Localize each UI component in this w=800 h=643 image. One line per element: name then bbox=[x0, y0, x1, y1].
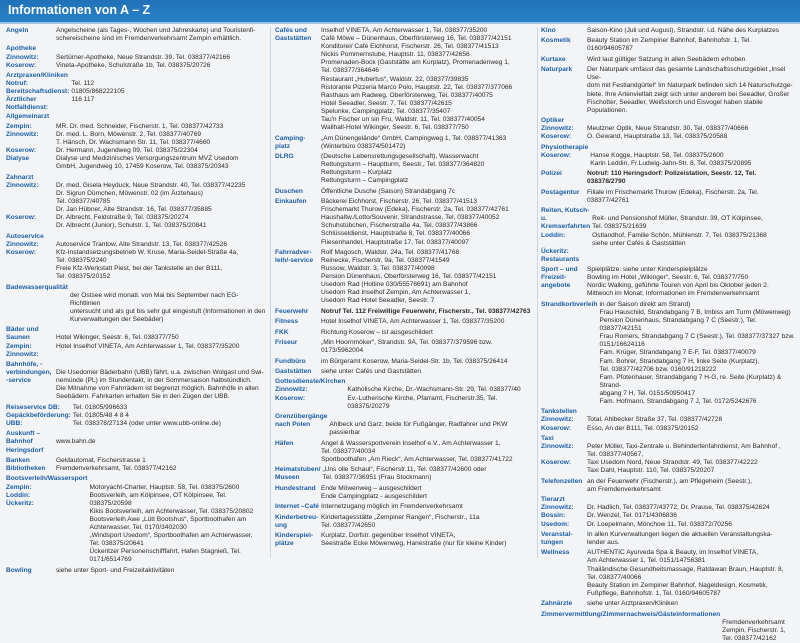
entry-text: Öffentliche Dusche (Saison) Strandabgang 7c bbox=[321, 187, 456, 195]
entry-label: Taxi Zinnowitz: Koserow: bbox=[541, 434, 574, 467]
entry-label: Internet –Café bbox=[275, 503, 319, 511]
entry-dlrg bbox=[275, 153, 533, 185]
entry-zimmervermittlung-zimmernachweis-gästeinformationen bbox=[541, 611, 796, 643]
entry-text: Geldautomat, Fischerstrasse 1 Fremdenverkehrsamt, Tel. 038377/42162 bbox=[56, 456, 177, 473]
entry-kosmetik bbox=[541, 37, 796, 53]
entry-text: In allen Kurverwaltungen liegen die aktuellen Veranstaltungska- lender aus. bbox=[587, 530, 773, 546]
entry-bootsverleih-wassersport bbox=[6, 475, 268, 564]
entry-fundbüro bbox=[275, 358, 533, 366]
entry-label: Kinderbetreu- ung bbox=[275, 513, 319, 529]
entry-label: Einkaufen bbox=[275, 198, 307, 206]
entry-label: Bowling bbox=[6, 566, 32, 574]
entry-label: Gaststätten bbox=[275, 367, 312, 375]
entry-text: „Min Hoornmöker“, Strandstr. 9A, Tel. 038377/379596 bzw. 0173/5962004 bbox=[321, 339, 493, 355]
entry-text: Internetzugang möglich im Fremdenverkehrsamt bbox=[321, 503, 463, 511]
entry-text: Motoryacht-Charter, Hauptstr. 58, Tel. 038375/2600 Bootsverleih, am Kölpinsee, OT Kölpinsee, Tel. 038375/20598 Kikis Bootsverleih, am Achterwasser, Tel. 038375/20802 Bootsverleih Awe „Lütt Bootshus“, Sportboothafen am Achterwasser, Tel. 0170/3402030 „Windsport Usedom“, Sportboothafen am Achterwasser, Tel. 038375/20641 Ückeritzer Personenschifffahrt, Hafen Stagnieß, Tel. 0171/6514769 bbox=[89, 483, 254, 564]
entry-text: Dr. Hadlich, Tel. 038377/43772, Dr. Prause, Tel. 038375/42624 Dr. Wenzel, Tel. 0171/4306836 Dr. Loepelmann, Mönchow 11, Tel. 038372/70256 bbox=[587, 504, 770, 528]
entry-text: Total, Ahlbecker Straße 37, Tel. 038377/42728 Esso, An der B111, Tel. 038375/20152 bbox=[587, 416, 723, 432]
entry-text: AUTHENTIC Ayurveda Spa & Beauty, im Inselhof VINETA, Am Achterwasser 1, Tel. 0151/14756381 Thailändische Gesundheitsmassage, Ratdawan Braun, Hauptstr. 8, Tel. 038377/40066 Beauty Station im Zempiner Bahnhof, Nageldesign, Kosmetik, Fußpflege, Bahnhofstr. 1, Tel. 0160/94605787 bbox=[587, 549, 784, 597]
entry-label: Friseur bbox=[275, 339, 298, 347]
entry-label: Wellness bbox=[541, 549, 570, 557]
entry-text: der Ostsee wird monatl. von Mai bis September nach EG-Richtlinien untersucht und als gut bis sehr gut eingestuft (Informationen in den Kurverwaltungen der Seebäder) bbox=[69, 291, 266, 323]
entry-label: Zempin: Zinnowitz: Koserow: Dialyse bbox=[6, 122, 39, 163]
entry-label: Badewasserqualität bbox=[6, 283, 68, 291]
entry-label: Fundbüro bbox=[275, 357, 306, 365]
entry-label: Apotheke Zinnowitz: Koserow: bbox=[6, 45, 39, 69]
entry-text: siehe unter Cafés und Gaststätten bbox=[321, 367, 422, 375]
entry-apotheke bbox=[6, 45, 268, 69]
entry-einkaufen bbox=[275, 198, 533, 247]
entry-text: MR. Dr. med. Schneider, Fischerstr. 1, Tel. 038377/42733 Dr. med. L. Born, Möwenstr. 2, Tel. 038377/40769 T. Hänsch, Dr. Wachsmann Str. 11, Tel. 038377/4660 Dr. Hermann, Jugendweg 09, Tel. 038375/22304 Dialyse und Medizinisches Versorgungszentrum MVZ Usedom GmbH, Jugendweg 10, 17459 Koserow, Tel. 038375/20343 bbox=[56, 122, 239, 171]
entry-label: Arztpraxen/Kliniken Notruf: Bereitschaftsdienst: Ärztlicher Notfalldienst: Allgemeinarzt bbox=[6, 72, 70, 120]
entry-fitness bbox=[275, 318, 533, 326]
entry-kino bbox=[541, 27, 796, 35]
entry-label: Tierarzt Zinnowitz: Bossin: Usedom: bbox=[541, 496, 574, 528]
entry-text: in der Saison direkt am Strand) Frau Hauschild, Strandabgang 7 B, Imbiss am Turm (Möwenweg) Pension Dünenhaus, Strandabgang 7 C (Seestr.), Tel. 038377/42151 Frau Romers, Strandabgang 7 C (Seestr.), Tel. 038377/37327 bzw. 0151/16624116 Fam. Krüger, Strandabgang 7 E-F, Tel. 038377/40079 Fam. Bohrer, Strandabgang 7 H, linke Seite (Kurplatz), Tel. 038377/42706 bzw. 0160/91218222 Fam. Pfotenhauer, Strandabgang 7 H-G, re. Seite (Kurplatz) & Strand- abgang 7 H, Tel. 0151/50950417 Fam. Hofmann, Strandabgang 7 J, Tel. 0172/5242676 bbox=[599, 300, 795, 405]
entry-text: Meutzner Optik, Neue Strandstr. 30, Tel. 038377/40666 O. Gewand, Hauptstraße 13, Tel. 038375/20588 bbox=[587, 125, 749, 141]
entry-text: Sertürner-Apotheke, Neue Strandstr. 39, Tel. 038377/42166 Vineta-Apotheke, Schulstraße 1b, Tel. 038375/20726 bbox=[56, 53, 230, 69]
entry-text: www.bahn.de bbox=[56, 438, 96, 446]
entry-häfen bbox=[275, 440, 533, 464]
entry-optiker bbox=[541, 117, 796, 141]
entry-text: Ahlbeck und Garz, beide für Fußgänger, Radfahrer und PKW passierbar bbox=[329, 421, 508, 437]
entry-label: Sport – und Freizeit- angebote bbox=[541, 266, 578, 290]
entry-zahnärzte bbox=[541, 600, 796, 608]
entry-label: Veranstal- tungen bbox=[541, 530, 573, 546]
entry-text: Filiale im Frischemarkt Thurow (Edeka), Fischerstr. 2a, Tel. 038377/42761 bbox=[587, 188, 759, 204]
entry-text: Peter Müller, Taxi-Zentrale u. Behindertenfahrdienst, Am Bahnhof , Tel. 038377/40567, Taxi Usedom Nord, Neue Strandstr. 49, Tel. 038377/42222 Taxi Dahl, Hauptstr. 110, Tel. 038375/20207 bbox=[587, 443, 781, 475]
entry-label: Naturpark bbox=[541, 66, 573, 74]
entry-arztpraxen-kliniken bbox=[6, 72, 268, 121]
entry-zempin bbox=[6, 123, 268, 172]
entry-label: Telefonzellen bbox=[541, 477, 583, 485]
entry-bäder-und-saunen bbox=[6, 326, 268, 358]
entry-text: Autoservice Trantow, Alte Strandstr. 13, Tel. 038377/42526 Kfz-Instandsetzungsbetrieb W. Kruse, Maria-Seidel-Straße 4a, Tel. 038375/2240 Freie Kfz-Werkstatt Piest, bei der Tankstelle an der B111, Tel. 038375/20152 bbox=[56, 240, 239, 281]
entry-label: Kurtaxe bbox=[541, 55, 566, 63]
entry-text: siehe unter Arztpraxen/Kliniken bbox=[587, 600, 678, 608]
entry-fkk bbox=[275, 329, 533, 337]
entry-text: „Uns olle Schaul“, Fischerstr.11, Tel. 038377/42600 oder Tel. 038377/36951 (Frau Stockmann) bbox=[322, 466, 487, 482]
entry-text: im Bürgeramt Koserow, Maria-Seidel-Str. 1b, Tel. 038375/26414 bbox=[321, 357, 508, 365]
entry-text: Notruf Tel. 112 Freiwillige Feuerwehr, Fischerstr., Tel. 038377/42763 bbox=[321, 307, 531, 315]
column-right bbox=[541, 27, 796, 642]
entry-label: Tankstellen Zinnowitz: Koserow: bbox=[541, 408, 577, 432]
entry-label: Reiseservice DB: Gepäckbeförderung: UBB: bbox=[6, 403, 71, 427]
entry-label: Camping- platz bbox=[275, 134, 306, 150]
entry-duschen bbox=[275, 188, 533, 196]
entry-label: Bäder und Saunen Zempin: Zinnowitz: bbox=[6, 326, 39, 358]
entry-label: Auskunft – Bahnhof Heringsdorf bbox=[6, 430, 44, 454]
entry-badewasserqualität bbox=[6, 284, 268, 324]
entry-label: Angeln bbox=[6, 27, 29, 34]
entry-label: Kino bbox=[541, 27, 556, 34]
entry-reiseservice-db bbox=[6, 404, 268, 428]
entry-text: Tel. 01805/996633 Tel. 01805/48 4 8 4 Tel. 038378/27134 (oder unter www.ubb-online.de) bbox=[72, 403, 221, 427]
entry-text: Hanse Kogge, Hauptstr. 58, Tel. 038375/2600 Karin Leddin, Fr.Ludwig-Jahn-Str. 8, Tel. 038375/20895 bbox=[590, 151, 752, 167]
entry-telefonzellen bbox=[541, 478, 796, 494]
entry-label: Bootsverleih/Wassersport Zempin: Loddin: Ückeritz: bbox=[6, 475, 88, 507]
entry-label: Kosmetik bbox=[541, 37, 571, 45]
entry-kinderbetreu bbox=[275, 514, 533, 530]
entry-label: Polizei bbox=[541, 170, 562, 178]
entry-text: Angelscheine (als Tages-, Wochen und Jahreskarte) und Touristenfi- schereischeine sind im Fremdenverkehrsamt Zempin erhältlich. bbox=[56, 27, 256, 43]
entry-veranstal bbox=[541, 531, 796, 547]
entry-text: Beauty Station im Zempiner Bahnhof, Bahnhofstr. 1, Tel. 0160/94605787 bbox=[587, 37, 752, 53]
entry-zahnarzt bbox=[6, 174, 268, 231]
entry-label: Fitness bbox=[275, 318, 299, 326]
entry-text: Hotel Inselhof VINETA, Am Achterwasser 1, Tel. 038377/35200 bbox=[321, 318, 505, 326]
entry-text: Die Usedomer Bäderbahn (UBB) fährt, u.a. zwischen Wolgast und Swi- nemünde (PL) im Stundentakt, in der Sommersaison halbstündlich. Die Mitnahme von Fahrrädern ist begrenzt möglich. Bahnhöfe in allen Seebädern. Fahrkarten erhalten Sie in den Zügen der UBB. bbox=[56, 369, 264, 401]
entry-label: Feuerwehr bbox=[275, 307, 309, 315]
entry-text: Notruf: 110 Heringsdorf: Polizeistation, Seestr. 12, Tel. 038378/2790 bbox=[587, 170, 757, 186]
entry-text: Bäckerei Eichhorst, Fischerstr. 26, Tel. 038377/41513 Frischemarkt Thurow (Edeka), Fischerstr. 2a, Tel. 038377/42761 Haushaltw./Lotto/Souvenir, Strandstrasse, Tel. 038377/40052 Schuhstübchen, Fischerstraße 4a, Tel. 038377/43866 Schlüsseldienst, Hauptstraße 8, Tel. 038377/40066 Fliesenhandel, Hauptstraße 17, Tel. 038377/40097 bbox=[321, 198, 509, 246]
entry-gottesdienste-kirchen bbox=[275, 378, 533, 410]
entry-text: Hotel Wikinger, Seestr. 6, Tel. 038377/750 Hotel Inselhof VINETA, Am Achterwasser 1, Tel. 038377/35200 bbox=[56, 334, 240, 350]
entry-hundestrand bbox=[275, 485, 533, 501]
entry-label: Zahnarzt Zinnowitz: Koserow: bbox=[6, 173, 39, 222]
entry-physiotherapie bbox=[541, 144, 796, 168]
entry-text: Inselhof VINETA, Am Achterwasser 1, Tel. 038377/35200 Café Möwe – Dünenhaus, Oberförsterweg 16, Tel. 038377/42151 Konditorei/ Café Eichhorst, Fischerstr. 26, Tel. 038377/41513 Nickis Pommernstube, Hauptstr. 11, 038377/42656 Promenaden-Bock (Gaststätte am Kurplatz), Promenadenweg 1, Tel. 038377/364646 Restaurant „Hubertus“, Waldstr. 22, 038377/39835 Ristorante Pizzeria Marco Polo, Hauptstr. 22, Tel. 038377/377066 Rasthaus am Radweg, Oberförsterweg, Tel. 038377/40075 Hotel Seeadler, Seestr. 7, Tel. 038377/42615 Spelunke, Campingplatz, Tel. 038377/35407 Tau'n Fischer un sin Fru, Waldstr. 11, Tel. 038377/40054 Wallhall-Hotel Wikinger, Seestr. 6, Tel. 038377/750 bbox=[321, 27, 513, 132]
column-divider bbox=[270, 27, 271, 558]
entry-label: Reiten, Kutsch- u. Kremserfahrten Loddin: Ückeritz: Restaurants bbox=[541, 207, 591, 263]
entry-label: Hundestrand bbox=[275, 484, 316, 492]
entry-camping bbox=[275, 135, 533, 151]
entry-label: FKK bbox=[275, 328, 289, 336]
entry-postagentur bbox=[541, 189, 796, 205]
entry-wellness bbox=[541, 549, 796, 598]
entry-text: an der Feuerwehr (Fischerstr.), am Pflegeheim (Seestr.), am Fremdenverkehrsamt bbox=[587, 477, 752, 493]
entry-tankstellen bbox=[541, 408, 796, 432]
entry-text: siehe unter Sport- und Freizeitaktivitäten bbox=[56, 566, 175, 574]
title-underline bbox=[0, 22, 800, 24]
entry-taxi bbox=[541, 435, 796, 475]
column-middle bbox=[275, 27, 533, 558]
entry-text: Kindertagesstätte „Zempiner Rangen“, Fischerstr., 11a Tel. 038377/42650 bbox=[321, 513, 480, 529]
entry-fahrradver bbox=[275, 249, 533, 306]
title-bar bbox=[0, 0, 800, 22]
entry-text: Richtung Koserow – ist ausgeschildert bbox=[321, 328, 433, 336]
entry-text: Dr. med. Gisela Heyduck, Neue Strandstr. 40, Tel. 038377/42235 Dr. Sigrun Dümchen, Möwenstr. 02 (im Ärztehaus) Tel. 038377/40785 Dr. Jan Hübner, Alte Strandstr. 16, Tel. 038377/35885 Dr. Albrecht, Feldstraße 9, Tel. 038375/20274 Dr. Albrecht (Junior), Schulstr. 1, Tel. 038375/20841 bbox=[56, 181, 246, 230]
entry-text: Saison-Kino (Juli und August), Strandstr. i.d. Nähe des Kurplatzes bbox=[587, 27, 780, 34]
entry-text: „Am Dünengelände“ GmbH, Campingweg 1, Tel. 038377/41363 (Winterbüro 038374/501472) bbox=[321, 134, 507, 150]
entry-label: Häfen bbox=[275, 439, 294, 447]
entry-caf-s-und bbox=[275, 27, 533, 132]
entry-text: Ende Möwenweg – ausgeschildert Ende Campingplatz - ausgeschildert bbox=[321, 484, 427, 500]
entry-label: Kinderspiel- plätze bbox=[275, 531, 314, 548]
entry-friseur bbox=[275, 339, 533, 355]
entry-label: Zahnärzte bbox=[541, 600, 573, 608]
entry-text: Spielplätze: siehe unter Kinderspielplätze Bowling im Hotel „Wikinger“, Seestr. 6, Tel. 038377/750 Nordic Walking, geführte Touren von April bis Oktober jeden 2. Mittwoch im Monat; Informationen im Fremdenverkehrsamt bbox=[587, 266, 769, 298]
entry-label: DLRG bbox=[275, 153, 294, 160]
column-divider bbox=[537, 27, 538, 558]
entry-label: Gottesdienste/Kirchen Zinnowitz: Koserow: bbox=[275, 378, 346, 402]
entry-label: Zimmervermittlung/Zimmernachweis/Gästeinformationen bbox=[541, 610, 721, 618]
entry-label: Fahrradver- leih/-service bbox=[275, 248, 314, 265]
entry-label: Strandkorbverleih bbox=[541, 300, 598, 308]
entry-label: Grenzübergänge nach Polen bbox=[275, 412, 328, 429]
page-title: Informationen von A – Z bbox=[8, 3, 151, 17]
entry-label: Autoservice Zinnowitz: Koserow: bbox=[6, 232, 44, 256]
entry-text: Kurplatz, Dorfstr. gegenüber Inselhof VINETA, Seestraße Ecke Möwenweg, Hanestraße (nur für kleine Kinder) bbox=[321, 531, 507, 548]
entry-angeln bbox=[6, 27, 268, 43]
entry-label: Bahnhöfe, -verbindungen, -service bbox=[6, 361, 52, 385]
entry-auskunft-bahnhof-heringsdorf bbox=[6, 430, 268, 454]
entry-internet-caf bbox=[275, 503, 533, 511]
entry-label: Cafés und Gaststätten bbox=[275, 27, 312, 43]
entry-heimatstuben bbox=[275, 466, 533, 482]
entry-label: Banken Bibliotheken bbox=[6, 456, 46, 473]
entry-autoservice bbox=[6, 233, 268, 282]
entry-text: Wird laut gültiger Satzung in allen Seebädern erhoben bbox=[587, 55, 746, 63]
entry-label: Optiker Zinnowitz: Koserow: bbox=[541, 117, 574, 141]
entry-naturpark bbox=[541, 66, 796, 115]
entry-reiten-kutsch-u-kremserfahrten bbox=[541, 207, 796, 264]
entry-kinderspiel bbox=[275, 532, 533, 548]
entry-tierarzt bbox=[541, 496, 796, 528]
entry-text: Der Naturpark umfasst das gesamte Landschaftsschutzgebiet „Insel Use- dom mit Festlandgürtel“ Im Naturpark befinden sich 14 Naturschutzge- biete. Ihre Artenvielfalt zeigt sich unter anderem bei Seeadler, Großer Fischotter, Seeadler, Weißstorch und Eisvogel haben stabile Populationen. bbox=[587, 66, 793, 114]
entry-text: Angel & Wassersportverein Inselhof e.V., Am Achterwasser 1, Tel. 038377/40034 Sportboothafen „Am Rieck“, Am Achterwasser, Tel. 038377/41722 bbox=[321, 439, 513, 463]
entry-gaststätten bbox=[275, 368, 533, 376]
entry-text: Tel. 112 01805/868222105 116 117 bbox=[71, 80, 125, 104]
entry-bahnhöfe-verbindungen-service bbox=[6, 361, 268, 401]
entry-kurtaxe bbox=[541, 56, 796, 64]
entry-text: Katholische Kirche, Dr.-Wachsmann-Str. 29, Tel. 038377/40 Ev.-Lutherische Kirche, Pfarramt, Fischerstr.35, Tel. 038375/20279 bbox=[347, 386, 521, 410]
entry-label: Heimatstuben/ Museen bbox=[275, 466, 321, 482]
column-left bbox=[6, 27, 268, 574]
entry-text: (Deutsche Lebensrettungsgesellschaft), Wasserwacht Rettungsturm – Hauptturm, Seestr., Tel. 038377/364820 Rettungsturm – Kurplatz Rettungsturm – Campingplatz bbox=[321, 153, 485, 185]
entry-polizei bbox=[541, 170, 796, 186]
entry-text: Reit- und Pensionshof Müller, Strandstr. 39, OT Kölpinsee, Tel. 038375/21639 Ostlandhof, Familie Schön, Mühlenstr. 7, Tel. 038375/21368 siehe unter Cafés & Gaststätten bbox=[592, 215, 767, 247]
entry-label: Physiotherapie Koserow: bbox=[541, 143, 589, 159]
entry-strandkorbverleih bbox=[541, 301, 796, 406]
entry-label: Duschen bbox=[275, 187, 303, 195]
entry-text: Rolf Magosch, Waldstr. 24a, Tel. 038377/41768 Reinecke, Fischerstr. 9a, Tel. 038377/41549 Russow, Waldstr. 3, Tel. 038377/40098 Pension Dünenhaus, Oberförsterweg 16, Tel. 038377/42151 Usedom Rad (Hotline 030/55576691) am Bahnhof Usedom Rad Inselhof Zempin, Am Achterwasser 1, Usedom Rad Hotel Seeadler, Seestr. 7 bbox=[321, 248, 497, 305]
entry-grenzübergänge-nach-polen bbox=[275, 413, 533, 437]
entry-bowling bbox=[6, 567, 268, 575]
entry-text: Fremdenverkehrsamt Zempin, Fischerstr. 1, Tel. 038377/42162 bbox=[722, 618, 786, 642]
entry-label: Postagentur bbox=[541, 188, 580, 196]
entry-banken bbox=[6, 457, 268, 473]
entry-feuerwehr bbox=[275, 308, 533, 316]
entry-sport-und bbox=[541, 266, 796, 298]
